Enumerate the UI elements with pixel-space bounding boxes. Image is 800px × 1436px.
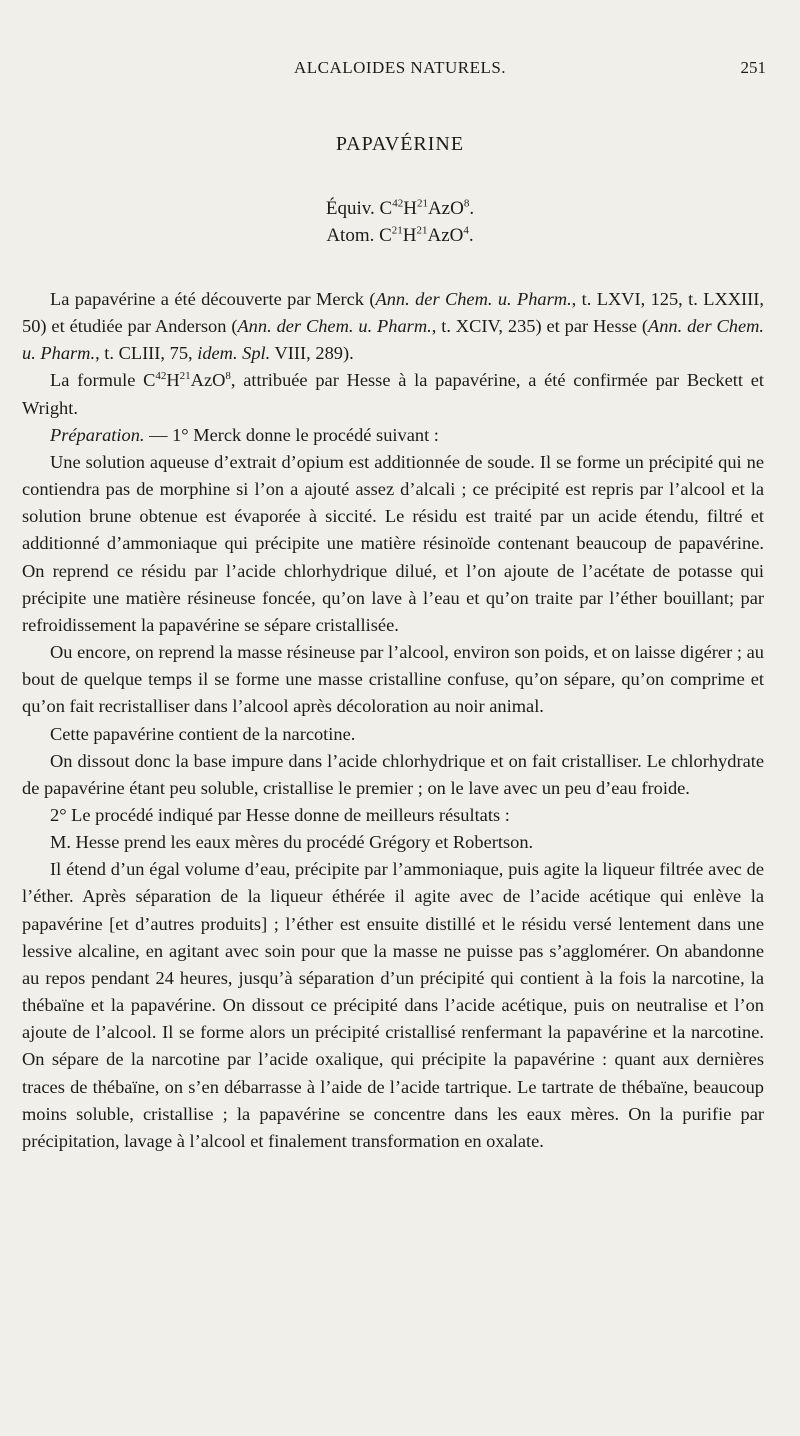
paragraph-hesse-intro: 2° Le procédé indiqué par Hesse donne de meilleurs résultats : <box>50 804 510 825</box>
paragraph-alternative: Ou encore, on reprend la masse résineuse par l’alcool, environ son poids, et on laisse digérer ; au bout de quelque temps il se forme une masse cristalline confuse, qu’on sépare, qu’on comprime et qu’on fait recristalliser dans l’alcool après décoloration au noir animal. <box>22 642 764 717</box>
paragraph-hesse-source: M. Hesse prend les eaux mères du procédé Grégory et Robertson. <box>50 832 534 853</box>
paragraph-merck-method: Une solution aqueuse d’extrait d’opium est additionnée de soude. Il se forme un précipité qui ne contiendra pas de morphine si l’on a ajouté assez d’alcali ; ce précipité est repris par l’alcool et la solution brune obtenue est évaporée à siccité. Le résidu est traité par un acide étendu, filtré et additionné d’ammoniaque qui précipite une matière résinoïde contenant beaucoup de papavérine. On reprend ce résidu par l’acide chlorhydrique dilué, et l’on ajoute de l’acétate de potasse qui précipite une matière résineuse foncée, qu’on lave à l’eau et qu’on traite par l’éther bouillant; par refroidissement la papavérine se sépare cristallisée. <box>22 451 764 635</box>
paragraph-narcotine-note: Cette papavérine contient de la narcotine. <box>50 723 356 744</box>
preparation-label: Préparation. <box>50 424 145 445</box>
section-title: PAPAVÉRINE <box>335 133 465 155</box>
paragraph-preparation-heading: Préparation. — 1° Merck donne le procédé suivant : <box>50 424 439 445</box>
running-title: ALCALOIDES NATURELS. <box>293 58 507 77</box>
paragraph-crystallization: On dissout donc la base impure dans l’acide chlorhydrique et on fait cristalliser. Le chlorhydrate de papavérine étant peu soluble, cristallise le premier ; on le lave avec un peu d’eau froide. <box>22 750 764 798</box>
page-number: 251 <box>740 58 766 77</box>
equivalent-formula: Équiv. $C^{42}H^{21}AzO^8$. <box>325 197 475 219</box>
paragraph-discovery: La papavérine a été découverte par Merck (Ann. der Chem. u. Pharm., t. LXVI, 125, t. LXXIII, 50) et étudiée par Anderson (Ann. der Chem. u. Pharm., t. XCIV, 235) et par Hesse (Ann. der Chem. u. Pharm., t. CLIII, 75, idem. Spl. VIII, 289). <box>22 289 764 364</box>
body-text <box>22 286 764 1155</box>
page-header <box>0 58 800 82</box>
paragraph-hesse-method: Il étend d’un égal volume d’eau, précipite par l’ammoniaque, puis agite la liqueur filtrée avec de l’éther. Après séparation de la liqueur éthérée il agite avec de l’acide acétique qui enlève la papavérine [et d’autres produits] ; l’éther est ensuite distillé et le résidu versé lentement dans une lessive alcaline, en agitant avec soin pour que la masse ne puisse pas s’agglomérer. On abandonne au repos pendant 24 heures, jusqu’à séparation d’un précipité qui contient à la fois la narcotine, la thébaïne et la papavérine. On dissout ce précipité dans l’acide acétique, puis on neutralise et l’on ajoute de l’alcool. Il se forme alors un précipité cristallisé renfermant la papavérine et la narcotine. On sépare de la narcotine par l’acide oxalique, qui précipite la papavérine : quant aux dernières traces de thébaïne, on s’en débarrasse à l’aide de l’acide tartrique. Le tartrate de thébaïne, beaucoup moins soluble, cristallise ; la papavérine se concentre dans les eaux mères. On la purifie par précipitation, lavage à l’alcool et finalement transformation en oxalate. <box>22 859 764 1151</box>
atomic-formula: Atom. $C^{21}H^{21}AzO^4$. <box>326 224 474 246</box>
paragraph-formula: La formule $C^{42}H^{21}AzO^8$, attribuée par Hesse à la papavérine, a été confirmée par Beckett et Wright. <box>22 370 765 418</box>
